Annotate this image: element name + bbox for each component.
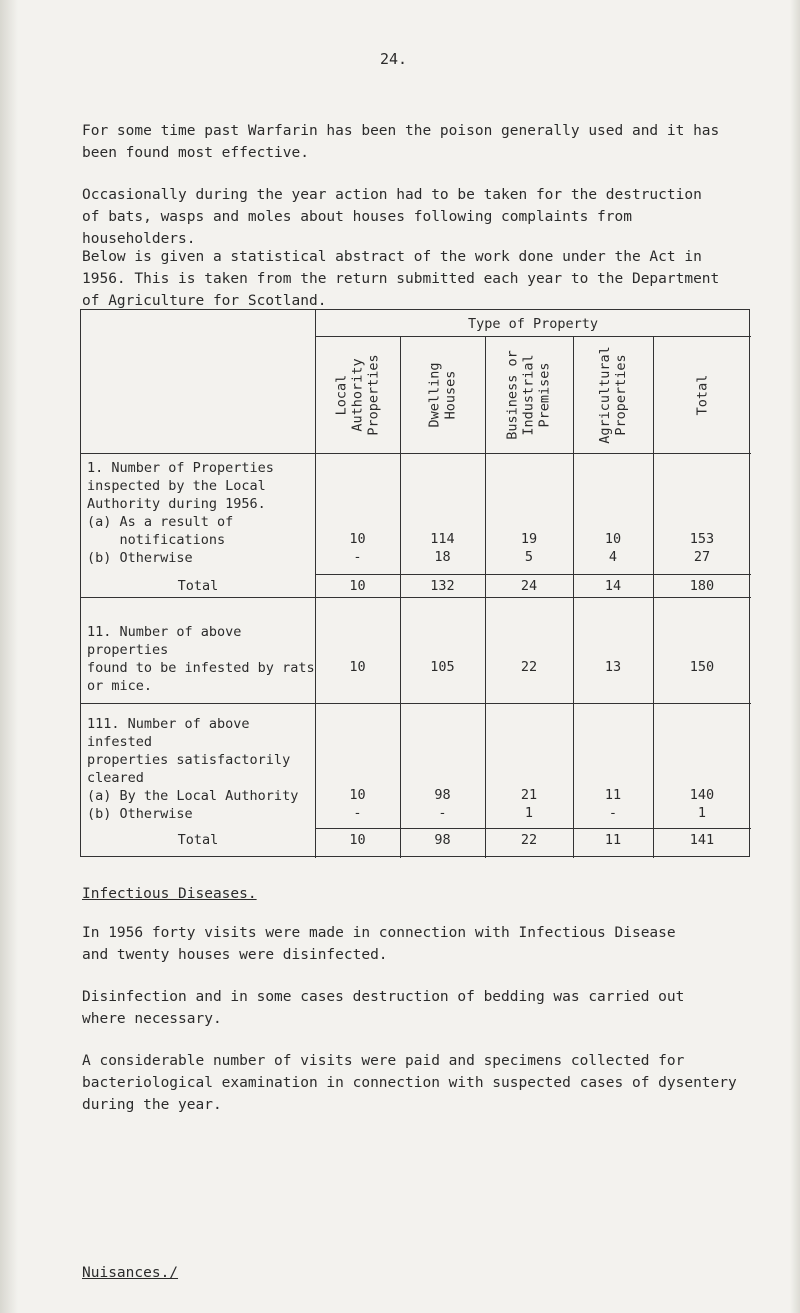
infectious-diseases-heading: Infectious Diseases. bbox=[82, 886, 257, 902]
cell: 24 bbox=[520, 578, 538, 594]
cell: 10 bbox=[349, 659, 366, 675]
statistics-table bbox=[80, 309, 750, 857]
cell: 140 bbox=[689, 787, 715, 803]
cell: 22 bbox=[520, 832, 538, 848]
cell: 19 bbox=[520, 531, 538, 547]
paragraph-warfarin: For some time past Warfarin has been the poison generally used and it has been found most effective. bbox=[82, 123, 720, 161]
col-header-dwelling-houses: Dwelling Houses bbox=[426, 362, 459, 428]
section1-label: 1. Number of Properties inspected by the Local Authority during 1956. (a) As a result of notifications (b) Otherwise bbox=[87, 460, 274, 566]
paragraph-bats: Occasionally during the year action had to be taken for the destruction of bats, wasps and moles about houses following complaints from householders. bbox=[82, 187, 702, 247]
cell: 180 bbox=[689, 578, 715, 594]
nuisances-continuation: Nuisances./ bbox=[82, 1265, 179, 1281]
cell: 22 bbox=[520, 659, 538, 675]
paragraph-abstract-intro: Below is given a statistical abstract of the work done under the Act in 1956. This is taken from the return submitted each year to the Department of Agriculture for Scotland. bbox=[82, 249, 720, 309]
cell: 98 bbox=[434, 832, 451, 848]
cell: 10 bbox=[349, 578, 366, 594]
col-header-business-premises: Business or Industrial Premises bbox=[505, 350, 553, 440]
cell: 141 bbox=[689, 832, 715, 848]
cell: 132 bbox=[430, 578, 455, 594]
cell: 5 bbox=[524, 549, 534, 565]
col-header-total: Total bbox=[693, 374, 710, 416]
cell: 10 bbox=[604, 531, 622, 547]
cell: - bbox=[438, 805, 447, 821]
type-of-property-header: Type of Property bbox=[467, 316, 599, 332]
cell: 153 bbox=[689, 531, 715, 547]
section2-label: 11. Number of above properties found to be infested by rats or mice. bbox=[87, 624, 315, 694]
cell: 114 bbox=[430, 531, 455, 547]
paragraph-disinfection: Disinfection and in some cases destruction of bedding was carried out where necessary. bbox=[82, 989, 685, 1027]
cell: 11 bbox=[604, 787, 622, 803]
cell: 10 bbox=[349, 832, 366, 848]
section3-label: 111. Number of above infested properties satisfactorily cleared (a) By the Local Authority (b) Otherwise bbox=[87, 716, 299, 822]
col-header-agricultural: Agricultural Properties bbox=[597, 346, 630, 444]
cell: 150 bbox=[689, 659, 715, 675]
cell: 18 bbox=[434, 549, 451, 565]
paragraph-bacteriological: A considerable number of visits were paid and specimens collected for bacteriological examination in connection with suspected cases of dysentery during the year. bbox=[82, 1053, 737, 1113]
cell: - bbox=[353, 805, 362, 821]
cell: 105 bbox=[430, 659, 455, 675]
cell: 21 bbox=[520, 787, 538, 803]
cell: 1 bbox=[697, 805, 707, 821]
section1-total-label: Total bbox=[177, 578, 219, 594]
cell: 14 bbox=[604, 578, 622, 594]
cell: 10 bbox=[349, 787, 366, 803]
cell: - bbox=[353, 549, 362, 565]
col-header-local-authority: Local Authority Properties bbox=[333, 354, 382, 436]
section3-total-label: Total bbox=[177, 832, 219, 848]
page-shadow-left bbox=[0, 0, 18, 1313]
paragraph-infectious-visits: In 1956 forty visits were made in connection with Infectious Disease and twenty houses were disinfected. bbox=[82, 925, 676, 963]
cell: 27 bbox=[693, 549, 711, 565]
cell: 11 bbox=[604, 832, 622, 848]
page-shadow-right bbox=[790, 0, 800, 1313]
cell: - bbox=[608, 805, 618, 821]
cell: 4 bbox=[608, 549, 618, 565]
cell: 98 bbox=[434, 787, 451, 803]
page-number: 24. bbox=[380, 50, 408, 68]
cell: 13 bbox=[604, 659, 622, 675]
cell: 10 bbox=[349, 531, 366, 547]
cell: 1 bbox=[524, 805, 534, 821]
